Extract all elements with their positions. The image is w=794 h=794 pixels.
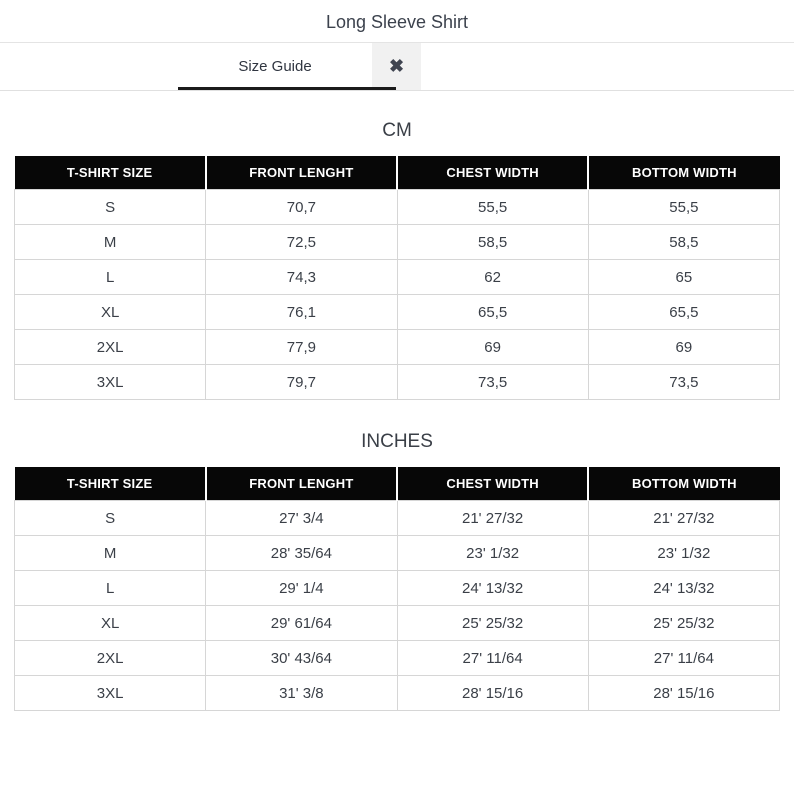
- measurement-cell: 27' 3/4: [206, 501, 397, 536]
- tab-size-guide[interactable]: [178, 43, 372, 90]
- page-title: Long Sleeve Shirt: [325, 12, 469, 32]
- measurement-cell: 72,5: [206, 225, 397, 260]
- measurement-cell: 74,3: [206, 260, 397, 295]
- size-label-cell: M: [15, 225, 206, 260]
- size-label-cell: S: [15, 190, 206, 225]
- close-icon: ✖: [388, 56, 405, 76]
- tab-bar: [0, 42, 794, 91]
- table-row: [15, 330, 780, 365]
- cm-section: [0, 119, 794, 400]
- measurement-cell: 21' 27/32: [397, 501, 588, 536]
- column-header: FRONT LENGHT: [206, 467, 397, 501]
- measurement-cell: 69: [397, 330, 588, 365]
- size-guide-content: [0, 119, 794, 711]
- section-heading-inches: INCHES: [361, 431, 433, 452]
- close-button[interactable]: [372, 43, 421, 90]
- tab-size-guide-label: Size Guide: [238, 58, 312, 75]
- size-label-cell: 2XL: [15, 330, 206, 365]
- table-header-row: [15, 467, 780, 501]
- measurement-cell: 55,5: [588, 190, 779, 225]
- size-label-cell: XL: [15, 295, 206, 330]
- measurement-cell: 65: [588, 260, 779, 295]
- measurement-cell: 76,1: [206, 295, 397, 330]
- table-row: [15, 365, 780, 400]
- measurement-cell: 25' 25/32: [397, 606, 588, 641]
- measurement-cell: 28' 35/64: [206, 536, 397, 571]
- measurement-cell: 27' 11/64: [397, 641, 588, 676]
- table-row: [15, 225, 780, 260]
- measurement-cell: 73,5: [397, 365, 588, 400]
- measurement-cell: 23' 1/32: [397, 536, 588, 571]
- measurement-cell: 70,7: [206, 190, 397, 225]
- table-row: [15, 295, 780, 330]
- column-header: FRONT LENGHT: [206, 156, 397, 190]
- measurement-cell: 58,5: [397, 225, 588, 260]
- size-label-cell: XL: [15, 606, 206, 641]
- measurement-cell: 55,5: [397, 190, 588, 225]
- measurement-cell: 58,5: [588, 225, 779, 260]
- table-row: [15, 606, 780, 641]
- column-header: T-SHIRT SIZE: [15, 467, 206, 501]
- table-row: [15, 260, 780, 295]
- section-heading-cm: CM: [382, 120, 412, 141]
- measurement-cell: 69: [588, 330, 779, 365]
- measurement-cell: 24' 13/32: [397, 571, 588, 606]
- column-header: BOTTOM WIDTH: [588, 467, 779, 501]
- measurement-cell: 73,5: [588, 365, 779, 400]
- measurement-cell: 31' 3/8: [206, 676, 397, 711]
- measurement-cell: 28' 15/16: [588, 676, 779, 711]
- size-label-cell: L: [15, 260, 206, 295]
- column-header: CHEST WIDTH: [397, 156, 588, 190]
- measurement-cell: 28' 15/16: [397, 676, 588, 711]
- table-row: [15, 190, 780, 225]
- measurement-cell: 65,5: [397, 295, 588, 330]
- table-row: [15, 641, 780, 676]
- measurement-cell: 30' 43/64: [206, 641, 397, 676]
- inches-size-table: [14, 467, 780, 711]
- measurement-cell: 24' 13/32: [588, 571, 779, 606]
- table-row: [15, 676, 780, 711]
- measurement-cell: 29' 61/64: [206, 606, 397, 641]
- table-header-row: [15, 156, 780, 190]
- size-label-cell: 3XL: [15, 365, 206, 400]
- measurement-cell: 65,5: [588, 295, 779, 330]
- active-tab-underline: [178, 87, 396, 90]
- measurement-cell: 21' 27/32: [588, 501, 779, 536]
- size-label-cell: S: [15, 501, 206, 536]
- inches-section: [0, 430, 794, 711]
- size-label-cell: L: [15, 571, 206, 606]
- column-header: BOTTOM WIDTH: [588, 156, 779, 190]
- size-label-cell: M: [15, 536, 206, 571]
- measurement-cell: 29' 1/4: [206, 571, 397, 606]
- measurement-cell: 79,7: [206, 365, 397, 400]
- measurement-cell: 27' 11/64: [588, 641, 779, 676]
- table-row: [15, 536, 780, 571]
- measurement-cell: 77,9: [206, 330, 397, 365]
- column-header: T-SHIRT SIZE: [15, 156, 206, 190]
- column-header: CHEST WIDTH: [397, 467, 588, 501]
- table-row: [15, 501, 780, 536]
- measurement-cell: 25' 25/32: [588, 606, 779, 641]
- measurement-cell: 62: [397, 260, 588, 295]
- size-label-cell: 3XL: [15, 676, 206, 711]
- cm-size-table: [14, 156, 780, 400]
- measurement-cell: 23' 1/32: [588, 536, 779, 571]
- table-row: [15, 571, 780, 606]
- size-label-cell: 2XL: [15, 641, 206, 676]
